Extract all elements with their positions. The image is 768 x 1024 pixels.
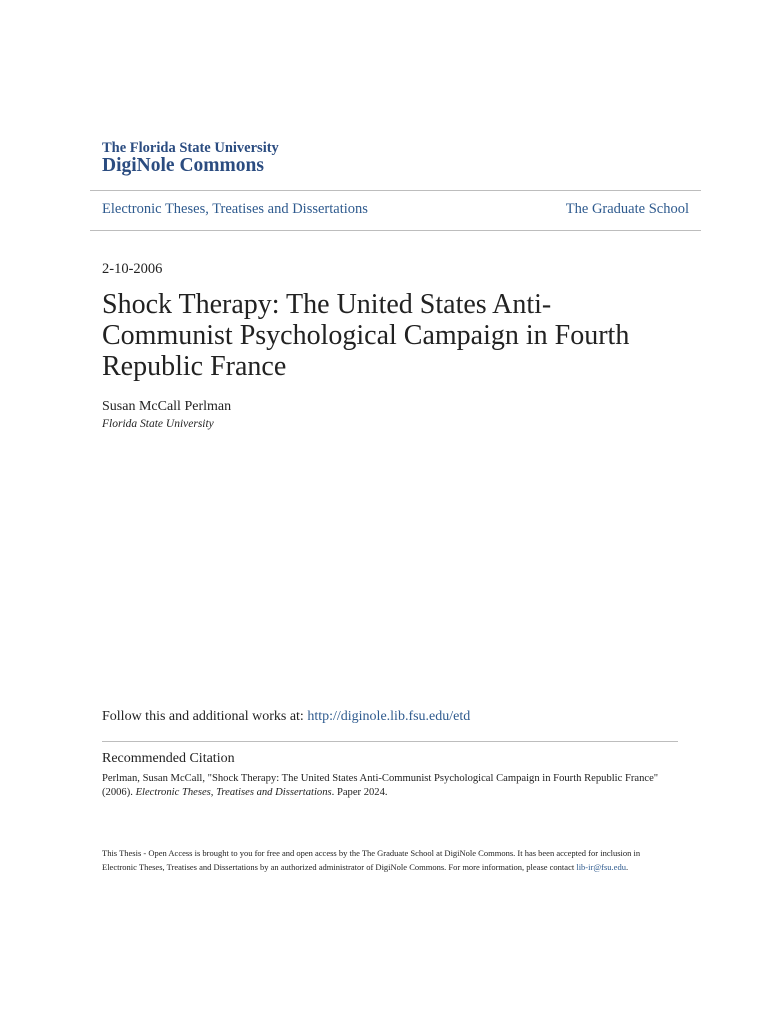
header-divider-top (90, 190, 701, 191)
access-statement (102, 846, 677, 874)
publication-date: 2-10-2006 (102, 261, 163, 277)
citation-text (102, 772, 662, 800)
repository-name[interactable]: DigiNole Commons (102, 155, 264, 176)
follow-line (102, 709, 470, 725)
contact-email-link[interactable]: lib-ir@fsu.edu (576, 862, 626, 872)
access-statement-body: This Thesis - Open Access is brought to you for free and open access by the The Graduate School at DigiNole Commons. It has been accepted for inclusion in Electronic Theses, Treatises and Dissertations by an authorized administrator of DigiNole Commons. For more information, please contact (102, 848, 641, 872)
graduate-school-link[interactable]: The Graduate School (565, 201, 689, 217)
access-statement-end: . (625, 862, 629, 872)
citation-series: Electronic Theses, Treatises and Dissertations (135, 787, 332, 798)
citation-divider (102, 741, 678, 742)
citation-paper-number: . Paper 2024. (331, 787, 388, 798)
follow-url-link[interactable]: http://diginole.lib.fsu.edu/etd (307, 709, 471, 724)
university-name: The Florida State University (102, 140, 279, 156)
author-affiliation: Florida State University (102, 418, 214, 430)
collection-link[interactable]: Electronic Theses, Treatises and Dissertations (102, 201, 368, 217)
author-name: Susan McCall Perlman (102, 399, 232, 414)
citation-body: Perlman, Susan McCall, "Shock Therapy: The United States Anti-Communist Psychological Campaign in Fourth Republic France" (2006). (102, 773, 659, 798)
paper-title: Shock Therapy: The United States Anti-Communist Psychological Campaign in Fourth Republic France (102, 289, 630, 382)
follow-label: Follow this and additional works at: (102, 709, 304, 724)
citation-heading: Recommended Citation (102, 751, 235, 766)
header-divider-bottom (90, 230, 701, 231)
